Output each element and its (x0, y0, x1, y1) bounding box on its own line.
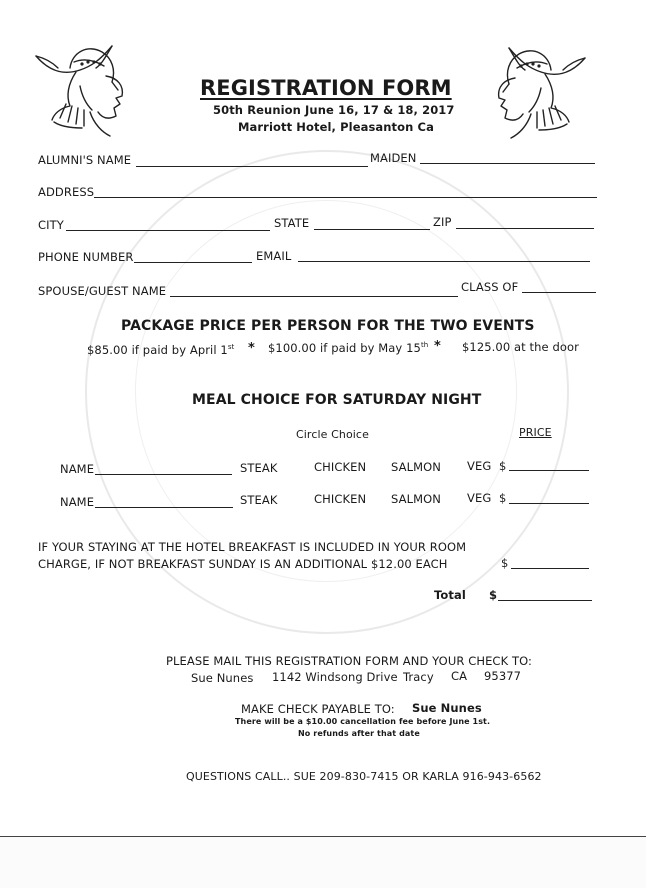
meal-row-1-veg[interactable]: VEG (467, 459, 492, 473)
mail-state: CA (451, 669, 468, 683)
meal-row-2-veg[interactable]: VEG (467, 491, 492, 505)
zip-label: ZIP (433, 215, 452, 229)
maiden-label: MAIDEN (370, 151, 417, 165)
scan-edge-line (0, 836, 646, 837)
spouse-field[interactable] (170, 296, 458, 297)
meal-row-2-currency: $ (499, 491, 507, 505)
meal-row-2-steak[interactable]: STEAK (240, 493, 278, 507)
meal-row-2-name-label: NAME (60, 495, 95, 509)
phone-label: PHONE NUMBER (38, 250, 134, 264)
total-label: Total (434, 588, 466, 602)
reunion-dates: 50th Reunion June 16, 17 & 18, 2017 (213, 103, 455, 117)
meal-row-2-price-field[interactable] (509, 503, 589, 504)
spouse-label: SPOUSE/GUEST NAME (38, 284, 167, 298)
viking-logo-icon (486, 40, 591, 140)
mail-recipient: Sue Nunes (191, 671, 254, 685)
mail-instruction: PLEASE MAIL THIS REGISTRATION FORM AND YOUR CHECK TO: (166, 654, 533, 668)
breakfast-note-line2: CHARGE, IF NOT BREAKFAST SUNDAY IS AN ADDITIONAL $12.00 EACH (38, 557, 448, 571)
email-label: EMAIL (256, 249, 292, 263)
meal-row-2-chicken[interactable]: CHICKEN (314, 492, 367, 506)
class-of-field[interactable] (522, 292, 596, 293)
package-heading: PACKAGE PRICE PER PERSON FOR THE TWO EVENTS (121, 318, 535, 334)
alumni-name-label: ALUMNI'S NAME (38, 153, 132, 167)
zip-field[interactable] (456, 228, 594, 229)
breakfast-price-field[interactable] (511, 568, 589, 569)
address-label: ADDRESS (38, 185, 95, 199)
price-separator: * (434, 339, 441, 354)
meal-row-2-name-field[interactable] (95, 507, 233, 508)
meal-row-1-currency: $ (499, 459, 507, 473)
mail-street: 1142 Windsong Drive (272, 670, 398, 684)
price-door: $125.00 at the door (462, 340, 579, 354)
mail-zip: 95377 (484, 669, 522, 683)
meal-row-1-price-field[interactable] (509, 470, 589, 471)
alumni-name-field[interactable] (136, 166, 368, 167)
breakfast-note-line1: IF YOUR STAYING AT THE HOTEL BREAKFAST IS INCLUDED IN YOUR ROOM (38, 540, 467, 554)
payable-name: Sue Nunes (412, 701, 482, 715)
contact-info: QUESTIONS CALL.. SUE 209-830-7415 OR KARLA 916-943-6562 (186, 770, 542, 783)
price-early: $85.00 if paid by April 1st (87, 343, 235, 357)
city-label: CITY (38, 218, 64, 232)
phone-field[interactable] (134, 262, 252, 263)
circle-choice-label: Circle Choice (296, 428, 369, 441)
total-field[interactable] (498, 600, 592, 601)
meal-row-1-chicken[interactable]: CHICKEN (314, 460, 367, 474)
mail-city: Tracy (403, 670, 434, 684)
price-column-header: PRICE (519, 426, 552, 439)
meal-row-1-name-field[interactable] (95, 474, 232, 475)
meal-heading: MEAL CHOICE FOR SATURDAY NIGHT (192, 392, 482, 408)
class-of-label: CLASS OF (461, 280, 519, 294)
scan-bottom-edge (0, 837, 646, 888)
email-field[interactable] (298, 261, 590, 262)
price-regular: $100.00 if paid by May 15th (268, 341, 429, 355)
watermark-seal-inner (135, 200, 517, 582)
venue: Marriott Hotel, Pleasanton Ca (238, 120, 434, 134)
meal-row-2-salmon[interactable]: SALMON (391, 492, 441, 506)
viking-logo-icon (30, 38, 135, 138)
state-field[interactable] (314, 229, 430, 230)
meal-row-1-name-label: NAME (60, 462, 95, 476)
city-field[interactable] (66, 230, 270, 231)
address-field[interactable] (94, 197, 597, 198)
cancellation-note: There will be a $10.00 cancellation fee before June 1st. (235, 717, 491, 726)
price-separator: * (248, 341, 255, 356)
maiden-field[interactable] (420, 163, 595, 164)
payable-label: MAKE CHECK PAYABLE TO: (241, 702, 395, 716)
breakfast-currency: $ (501, 556, 509, 570)
meal-row-1-steak[interactable]: STEAK (240, 461, 278, 475)
total-currency: $ (489, 588, 498, 602)
state-label: STATE (274, 216, 310, 230)
refund-note: No refunds after that date (298, 729, 420, 738)
page-title: REGISTRATION FORM (200, 76, 452, 100)
meal-row-1-salmon[interactable]: SALMON (391, 460, 441, 474)
